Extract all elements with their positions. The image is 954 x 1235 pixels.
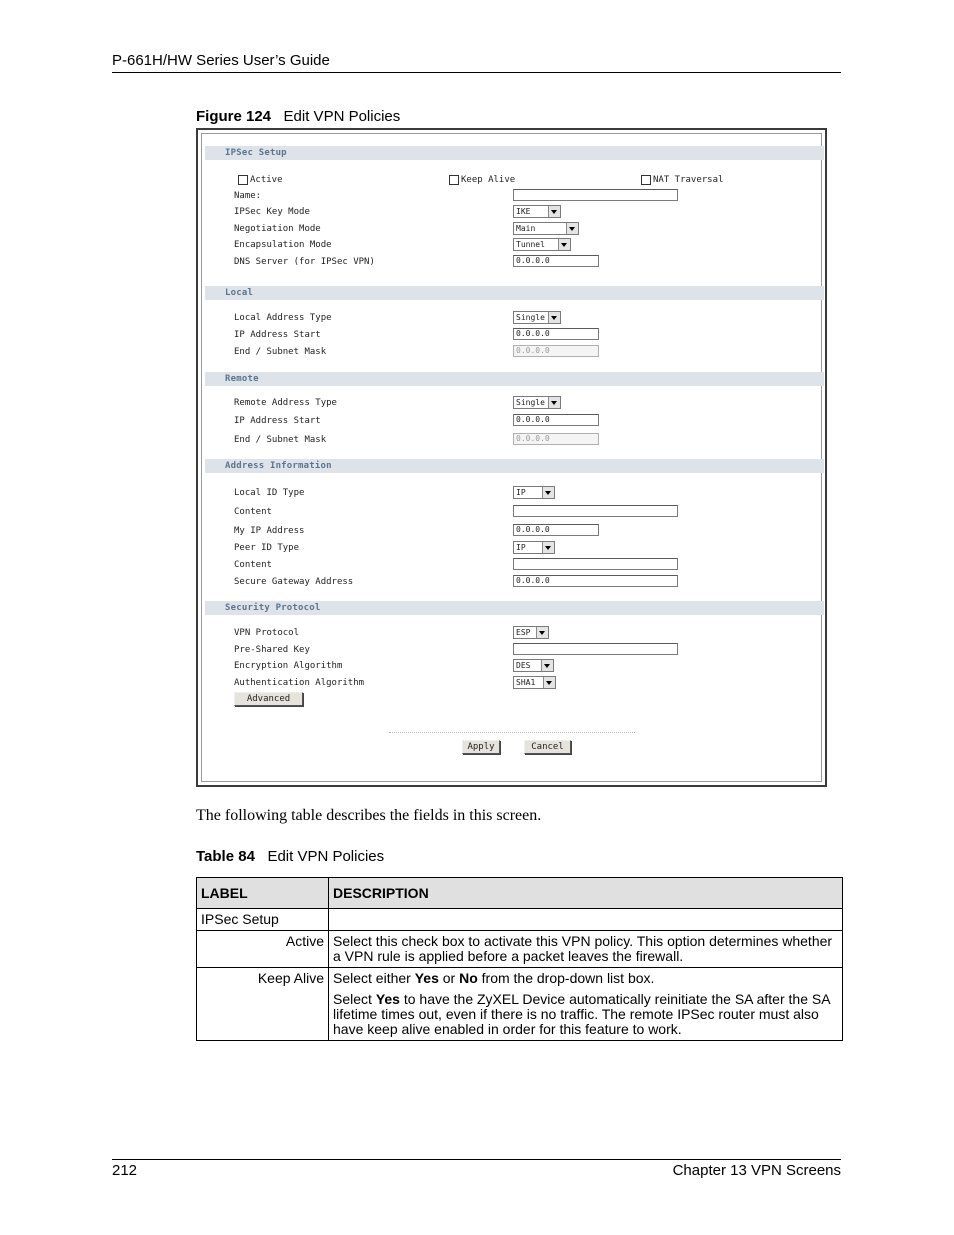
secure-gateway-label: Secure Gateway Address: [234, 577, 354, 587]
running-header: P-661H/HW Series User’s Guide: [112, 52, 330, 69]
remote-end-mask-input[interactable]: 0.0.0.0: [513, 433, 599, 445]
address-info-section-bar: [205, 459, 824, 473]
row-label: Active: [197, 931, 329, 968]
ipsec-key-mode-select[interactable]: [513, 205, 561, 218]
dns-server-input[interactable]: 0.0.0.0: [513, 255, 599, 267]
description-paragraph: [333, 971, 838, 986]
footer-rule: [112, 1159, 841, 1160]
peer-content-input[interactable]: [513, 558, 678, 570]
chevron-down-icon: [548, 312, 560, 323]
local-address-type-select[interactable]: [513, 311, 561, 324]
chevron-down-icon: [542, 542, 554, 553]
chevron-down-icon: [548, 206, 560, 217]
ipsec-setup-heading: IPSec Setup: [225, 148, 287, 158]
text-run: Select either: [333, 970, 415, 986]
my-ip-label: My IP Address: [234, 526, 305, 536]
authentication-algorithm-value: SHA1: [516, 678, 536, 687]
chapter-title: Chapter 13 VPN Screens: [672, 1162, 841, 1179]
chevron-down-icon: [566, 223, 578, 234]
vpn-protocol-label: VPN Protocol: [234, 628, 300, 638]
encryption-algorithm-select[interactable]: [513, 659, 554, 672]
table-row: [197, 931, 843, 968]
apply-button[interactable]: Apply: [462, 740, 500, 754]
encryption-algorithm-label: Encryption Algorithm: [234, 661, 343, 671]
negotiation-mode-select[interactable]: [513, 222, 579, 235]
chevron-down-icon: [536, 627, 548, 638]
chevron-down-icon: [543, 677, 555, 688]
active-checkbox[interactable]: [238, 175, 248, 185]
text-run: Select: [333, 991, 376, 1007]
nat-traversal-checkbox[interactable]: [641, 175, 651, 185]
row-label: Keep Alive: [197, 968, 329, 1041]
secure-gateway-input[interactable]: 0.0.0.0: [513, 575, 678, 587]
local-address-type-value: Single: [516, 313, 545, 322]
edit-vpn-policies-screenshot: [196, 128, 827, 787]
nat-traversal-label: NAT Traversal: [653, 175, 724, 185]
local-content-label: Content: [234, 507, 272, 517]
local-content-input[interactable]: [513, 505, 678, 517]
remote-ip-start-label: IP Address Start: [234, 416, 321, 426]
remote-address-type-value: Single: [516, 398, 545, 407]
encapsulation-mode-label: Encapsulation Mode: [234, 240, 332, 250]
fields-table: [196, 877, 843, 1041]
figure-caption: [196, 108, 400, 125]
intro-paragraph: The following table describes the fields in this screen.: [196, 807, 542, 824]
local-ip-start-input[interactable]: 0.0.0.0: [513, 328, 599, 340]
local-id-type-select[interactable]: [513, 486, 555, 499]
row-description: [329, 968, 843, 1041]
name-label: Name:: [234, 191, 262, 201]
page-number: 212: [112, 1162, 138, 1179]
ipsec-key-mode-label: IPSec Key Mode: [234, 207, 310, 217]
bold-term: No: [459, 970, 478, 986]
dns-server-label: DNS Server (for IPSec VPN): [234, 257, 375, 267]
local-id-type-label: Local ID Type: [234, 488, 305, 498]
local-end-mask-input[interactable]: 0.0.0.0: [513, 345, 599, 357]
address-info-heading: Address Information: [225, 461, 332, 471]
remote-address-type-select[interactable]: [513, 396, 561, 409]
label-column-header: LABEL: [197, 878, 329, 909]
advanced-button[interactable]: Advanced: [234, 692, 303, 706]
authentication-algorithm-label: Authentication Algorithm: [234, 678, 365, 688]
pre-shared-key-label: Pre-Shared Key: [234, 645, 310, 655]
description-column-header: DESCRIPTION: [329, 878, 843, 909]
header-rule: [112, 72, 841, 73]
remote-end-mask-label: End / Subnet Mask: [234, 435, 327, 445]
local-ip-start-label: IP Address Start: [234, 330, 321, 340]
security-protocol-section-bar: [205, 601, 824, 615]
encapsulation-mode-value: Tunnel: [516, 240, 545, 249]
local-end-mask-label: End / Subnet Mask: [234, 347, 327, 357]
bold-term: Yes: [375, 991, 400, 1007]
text-run: or: [438, 970, 460, 986]
vpn-protocol-select[interactable]: [513, 626, 549, 639]
peer-id-type-select[interactable]: [513, 541, 555, 554]
chevron-down-icon: [542, 487, 554, 498]
remote-heading: Remote: [225, 374, 259, 384]
chevron-down-icon: [541, 660, 553, 671]
keep-alive-checkbox[interactable]: [449, 175, 459, 185]
remote-address-type-label: Remote Address Type: [234, 398, 337, 408]
peer-id-type-label: Peer ID Type: [234, 543, 300, 553]
row-description: [329, 909, 843, 931]
active-label: Active: [250, 175, 283, 185]
my-ip-input[interactable]: 0.0.0.0: [513, 524, 599, 536]
table-row: [197, 968, 843, 1041]
encapsulation-mode-select[interactable]: [513, 238, 571, 251]
screen-panel: [201, 133, 822, 782]
encryption-algorithm-value: DES: [516, 661, 531, 670]
table-number: Table 84: [196, 848, 255, 865]
chevron-down-icon: [558, 239, 570, 250]
local-heading: Local: [225, 288, 254, 298]
bold-term: Yes: [414, 970, 439, 986]
peer-id-type-value: IP: [516, 543, 526, 552]
peer-content-label: Content: [234, 560, 272, 570]
vpn-protocol-value: ESP: [516, 628, 531, 637]
table-header-row: [197, 878, 843, 909]
name-input[interactable]: [513, 189, 678, 201]
ipsec-setup-section-bar: [205, 146, 824, 160]
divider-line: [389, 732, 635, 733]
negotiation-mode-value: Main: [516, 224, 536, 233]
local-address-type-label: Local Address Type: [234, 313, 332, 323]
remote-ip-start-input[interactable]: 0.0.0.0: [513, 414, 599, 426]
figure-title: Edit VPN Policies: [283, 108, 401, 125]
keep-alive-label: Keep Alive: [461, 175, 516, 185]
text-run: from the drop-down list box.: [477, 970, 655, 986]
local-id-type-value: IP: [516, 488, 526, 497]
remote-section-bar: [205, 372, 824, 386]
ipsec-key-mode-value: IKE: [516, 207, 531, 216]
row-label: IPSec Setup: [197, 909, 329, 931]
table-row: [197, 909, 843, 931]
negotiation-mode-label: Negotiation Mode: [234, 224, 321, 234]
local-section-bar: [205, 286, 824, 300]
text-run: to have the ZyXEL Device automatically reinitiate the SA after the SA lifetime times out, even if there is no traffic. The remote IPSec router must also have keep alive enabled in order for this feature to work.: [333, 991, 830, 1037]
table-caption: [196, 848, 384, 865]
row-description: Select this check box to activate this VPN policy. This option determines whether a VPN rule is applied before a packet leaves the firewall.: [329, 931, 843, 968]
security-protocol-heading: Security Protocol: [225, 603, 321, 613]
table-title: Edit VPN Policies: [267, 848, 385, 865]
pre-shared-key-input[interactable]: [513, 643, 678, 655]
cancel-button[interactable]: Cancel: [524, 740, 571, 754]
figure-number: Figure 124: [196, 108, 272, 125]
chevron-down-icon: [548, 397, 560, 408]
description-paragraph: [333, 992, 838, 1037]
authentication-algorithm-select[interactable]: [513, 676, 556, 689]
